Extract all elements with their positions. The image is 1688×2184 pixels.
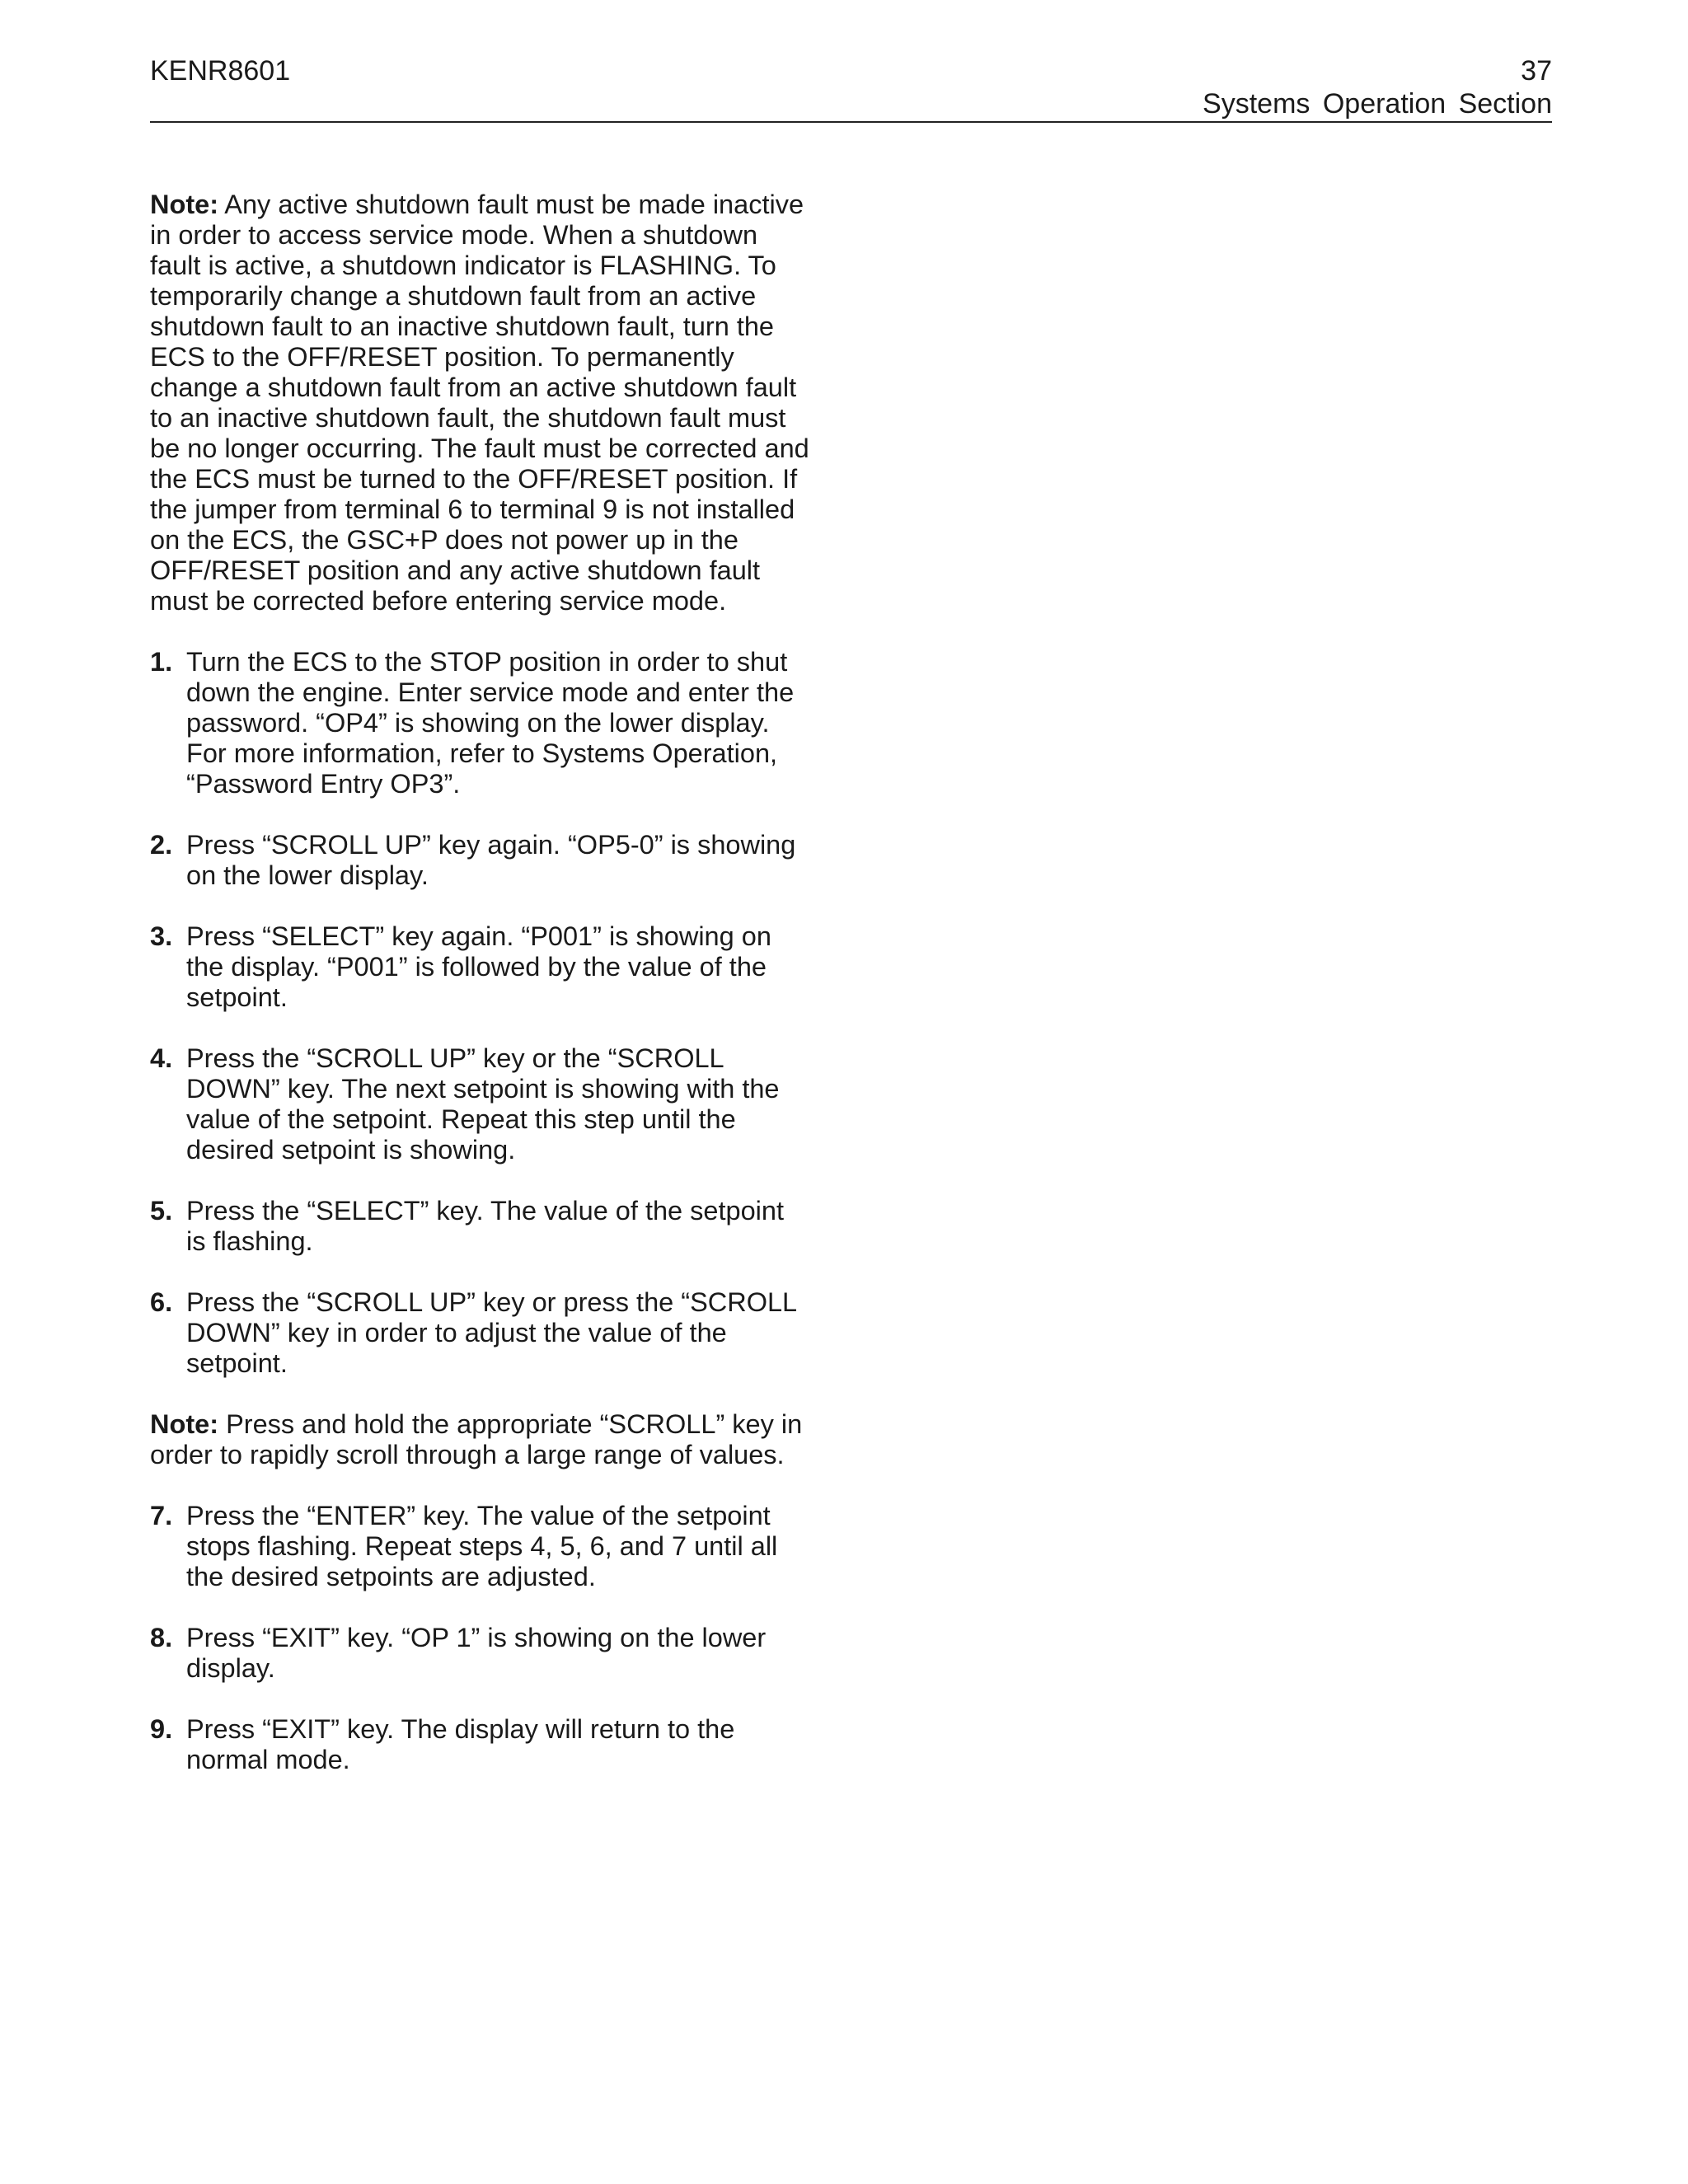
page-number: 37 xyxy=(1521,55,1552,87)
step-number: 9. xyxy=(150,1714,173,1744)
step-text: Press “EXIT” key. “OP 1” is showing on the lower display. xyxy=(186,1623,767,1683)
step-text: Press “SCROLL UP” key again. “OP5-0” is showing on the lower display. xyxy=(186,830,796,890)
step-text: Turn the ECS to the STOP position in order to shut down the engine. Enter service mode and enter the password. “OP4” is showing on the lower display. For more information, refer to Systems Operation, “Password Entry OP3”. xyxy=(186,647,795,799)
step-item xyxy=(150,1714,809,1775)
step-text: Press “EXIT” key. The display will return to the normal mode. xyxy=(186,1714,735,1774)
page-header-right xyxy=(1203,54,1552,120)
step-item xyxy=(150,1287,809,1379)
step-number: 4. xyxy=(150,1043,173,1073)
step-item xyxy=(150,830,809,891)
note-text: Press and hold the appropriate “SCROLL” key in order to rapidly scroll through a large range of values. xyxy=(150,1409,803,1469)
note-paragraph xyxy=(150,1409,809,1470)
section-title: Systems Operation Section xyxy=(1203,88,1552,120)
step-number: 6. xyxy=(150,1287,173,1317)
step-text: Press “SELECT” key again. “P001” is showing on the display. “P001” is followed by the value of the setpoint. xyxy=(186,921,771,1012)
step-item xyxy=(150,647,809,799)
step-text: Press the “SELECT” key. The value of the setpoint is flashing. xyxy=(186,1196,784,1256)
step-text: Press the “SCROLL UP” key or the “SCROLL DOWN” key. The next setpoint is showing with the value of the setpoint. Repeat this step until the desired setpoint is showing. xyxy=(186,1043,780,1165)
step-item xyxy=(150,921,809,1013)
step-number: 5. xyxy=(150,1196,173,1226)
step-item xyxy=(150,1043,809,1165)
step-number: 1. xyxy=(150,647,173,677)
step-number: 2. xyxy=(150,830,173,860)
note-label: Note: xyxy=(150,190,219,219)
note-label: Note: xyxy=(150,1409,219,1439)
main-column xyxy=(150,190,809,1806)
step-number: 7. xyxy=(150,1501,173,1530)
header-divider xyxy=(150,121,1552,123)
note-text: Any active shutdown fault must be made inactive in order to access service mode. When a shutdown fault is active, a shutdown indicator is FLASHING. To temporarily change a shutdown fault from an active shutdown fault to an inactive shutdown fault, turn the ECS to the OFF/RESET position. To permanently change a shutdown fault from an active shutdown fault to an inactive shutdown fault, the shutdown fault must be no longer occurring. The fault must be corrected and the ECS must be turned to the OFF/RESET position. If the jumper from terminal 6 to terminal 9 is not installed on the ECS, the GSC+P does not power up in the OFF/RESET position and any active shutdown fault must be corrected before entering service mode. xyxy=(150,190,809,616)
step-number: 3. xyxy=(150,921,173,951)
step-item xyxy=(150,1623,809,1684)
document-id: KENR8601 xyxy=(150,55,291,87)
step-number: 8. xyxy=(150,1623,173,1652)
step-text: Press the “SCROLL UP” key or press the “SCROLL DOWN” key in order to adjust the value of the setpoint. xyxy=(186,1287,796,1378)
step-item xyxy=(150,1196,809,1257)
note-paragraph xyxy=(150,190,809,616)
step-text: Press the “ENTER” key. The value of the setpoint stops flashing. Repeat steps 4, 5, 6, and 7 until all the desired setpoints are adjusted. xyxy=(186,1501,778,1591)
step-item xyxy=(150,1501,809,1592)
